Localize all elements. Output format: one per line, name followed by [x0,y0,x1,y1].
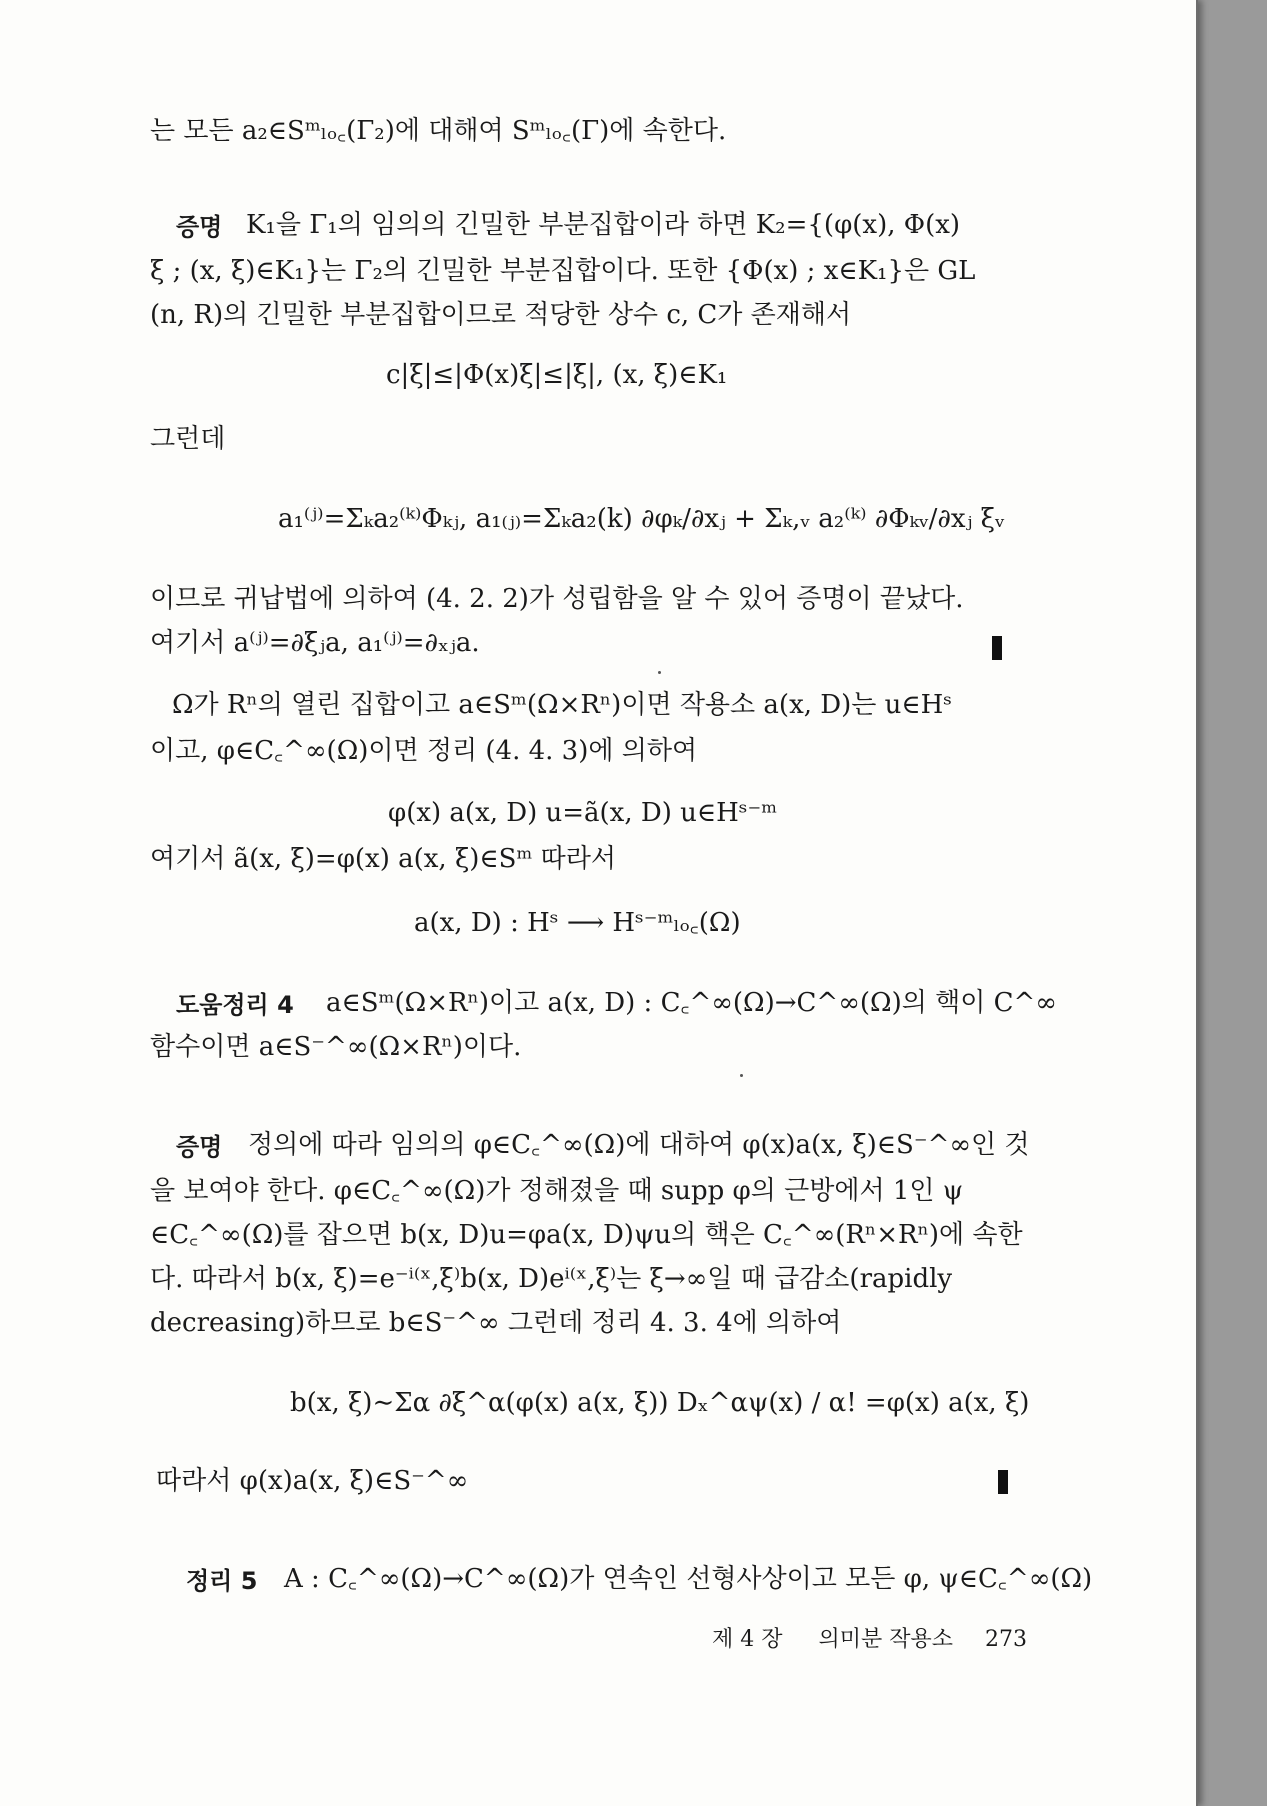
text-line: ξ ; (x, ξ)∈K₁}는 Γ₂의 긴밀한 부분집합이다. 또한 {Φ(x) ; x∈K₁}은 GL [150,256,976,286]
text-line: 는 모든 a₂∈Sᵐₗₒ꜀(Γ₂)에 대해여 Sᵐₗₒ꜀(Γ)에 속한다. [150,116,727,146]
text-line: 정의에 따라 임의의 φ∈C꜀^∞(Ω)에 대하여 φ(x)a(x, ξ)∈S⁻^∞인 것 [248,1130,1030,1160]
text-line: a∈Sᵐ(Ω×Rⁿ)이고 a(x, D) : C꜀^∞(Ω)→C^∞(Ω)의 핵이 C^∞ [326,988,1057,1018]
proof-label: 증명 [176,213,223,241]
text-line: ∈C꜀^∞(Ω)를 잡으면 b(x, D)u=φa(x, D)ψu의 핵은 C꜀^∞(Rⁿ×Rⁿ)에 속한 [150,1220,1023,1250]
text-line: (n, R)의 긴밀한 부분집합이므로 적당한 상수 c, C가 존재해서 [150,300,852,330]
equation: a₁⁽ʲ⁾=Σₖa₂⁽ᵏ⁾Φₖⱼ, a₁₍ⱼ₎=Σₖa₂(k) ∂φₖ/∂xⱼ + Σₖ,ᵥ a₂⁽ᵏ⁾ ∂Φₖᵥ/∂xⱼ ξᵥ [278,504,1005,534]
page-number: 273 [985,1627,1028,1652]
page-footer [712,1622,1027,1653]
text-line: 함수이면 a∈S⁻^∞(Ω×Rⁿ)이다. [150,1032,522,1062]
equation: a(x, D) : Hˢ ⟶ Hˢ⁻ᵐₗₒ꜀(Ω) [414,908,741,938]
text-line: A : C꜀^∞(Ω)→C^∞(Ω)가 연속인 선형사상이고 모든 φ, ψ∈C꜀^∞(Ω) [284,1564,1093,1594]
proof-label: 증명 [176,1133,223,1161]
text-line: 이므로 귀납법에 의하여 (4. 2. 2)가 성립함을 알 수 있어 증명이 끝났다. [150,584,964,614]
lemma-label: 도움정리 4 [176,991,294,1019]
qed-mark [998,1470,1008,1494]
text-line: K₁을 Γ₁의 임의의 긴밀한 부분집합이라 하면 K₂={(φ(x), Φ(x) [246,210,961,240]
text-line: 여기서 ã(x, ξ)=φ(x) a(x, ξ)∈Sᵐ 따라서 [150,844,617,874]
text-line: 을 보여야 한다. φ∈C꜀^∞(Ω)가 정해졌을 때 supp φ의 근방에서 1인 ψ [150,1176,964,1206]
equation: c|ξ|≤|Φ(x)ξ|≤|ξ|, (x, ξ)∈K₁ [386,360,728,390]
equation: b(x, ξ)∼Σα ∂ξ^α(φ(x) a(x, ξ)) Dₓ^αψ(x) / α! =φ(x) a(x, ξ) [290,1388,1030,1418]
footer-chapter-title: 의미분 작용소 [818,1627,954,1652]
text-line: 다. 따라서 b(x, ξ)=e⁻ⁱ⁽ˣ,ξ⁾b(x, D)eⁱ⁽ˣ,ξ⁾는 ξ→∞일 때 급감소(rapidly [150,1264,953,1294]
text-line: 그런데 [150,424,226,454]
scan-speck [658,671,661,674]
scan-speck [740,1074,743,1077]
equation: φ(x) a(x, D) u=ã(x, D) u∈Hˢ⁻ᵐ [388,798,778,828]
text-line: decreasing)하므로 b∈S⁻^∞ 그런데 정리 4. 3. 4에 의하여 [150,1308,842,1338]
text-line: 이고, φ∈C꜀^∞(Ω)이면 정리 (4. 4. 3)에 의하여 [150,736,698,766]
qed-mark [992,636,1002,660]
text-line: 여기서 a⁽ʲ⁾=∂ξⱼa, a₁⁽ʲ⁾=∂ₓⱼa. [150,628,480,658]
text-line: Ω가 Rⁿ의 열린 집합이고 a∈Sᵐ(Ω×Rⁿ)이면 작용소 a(x, D)는 u∈Hˢ [172,690,953,720]
footer-chapter: 제 4 장 [712,1627,783,1652]
text-line: 따라서 φ(x)a(x, ξ)∈S⁻^∞ [156,1466,469,1496]
theorem-label: 정리 5 [186,1567,258,1595]
